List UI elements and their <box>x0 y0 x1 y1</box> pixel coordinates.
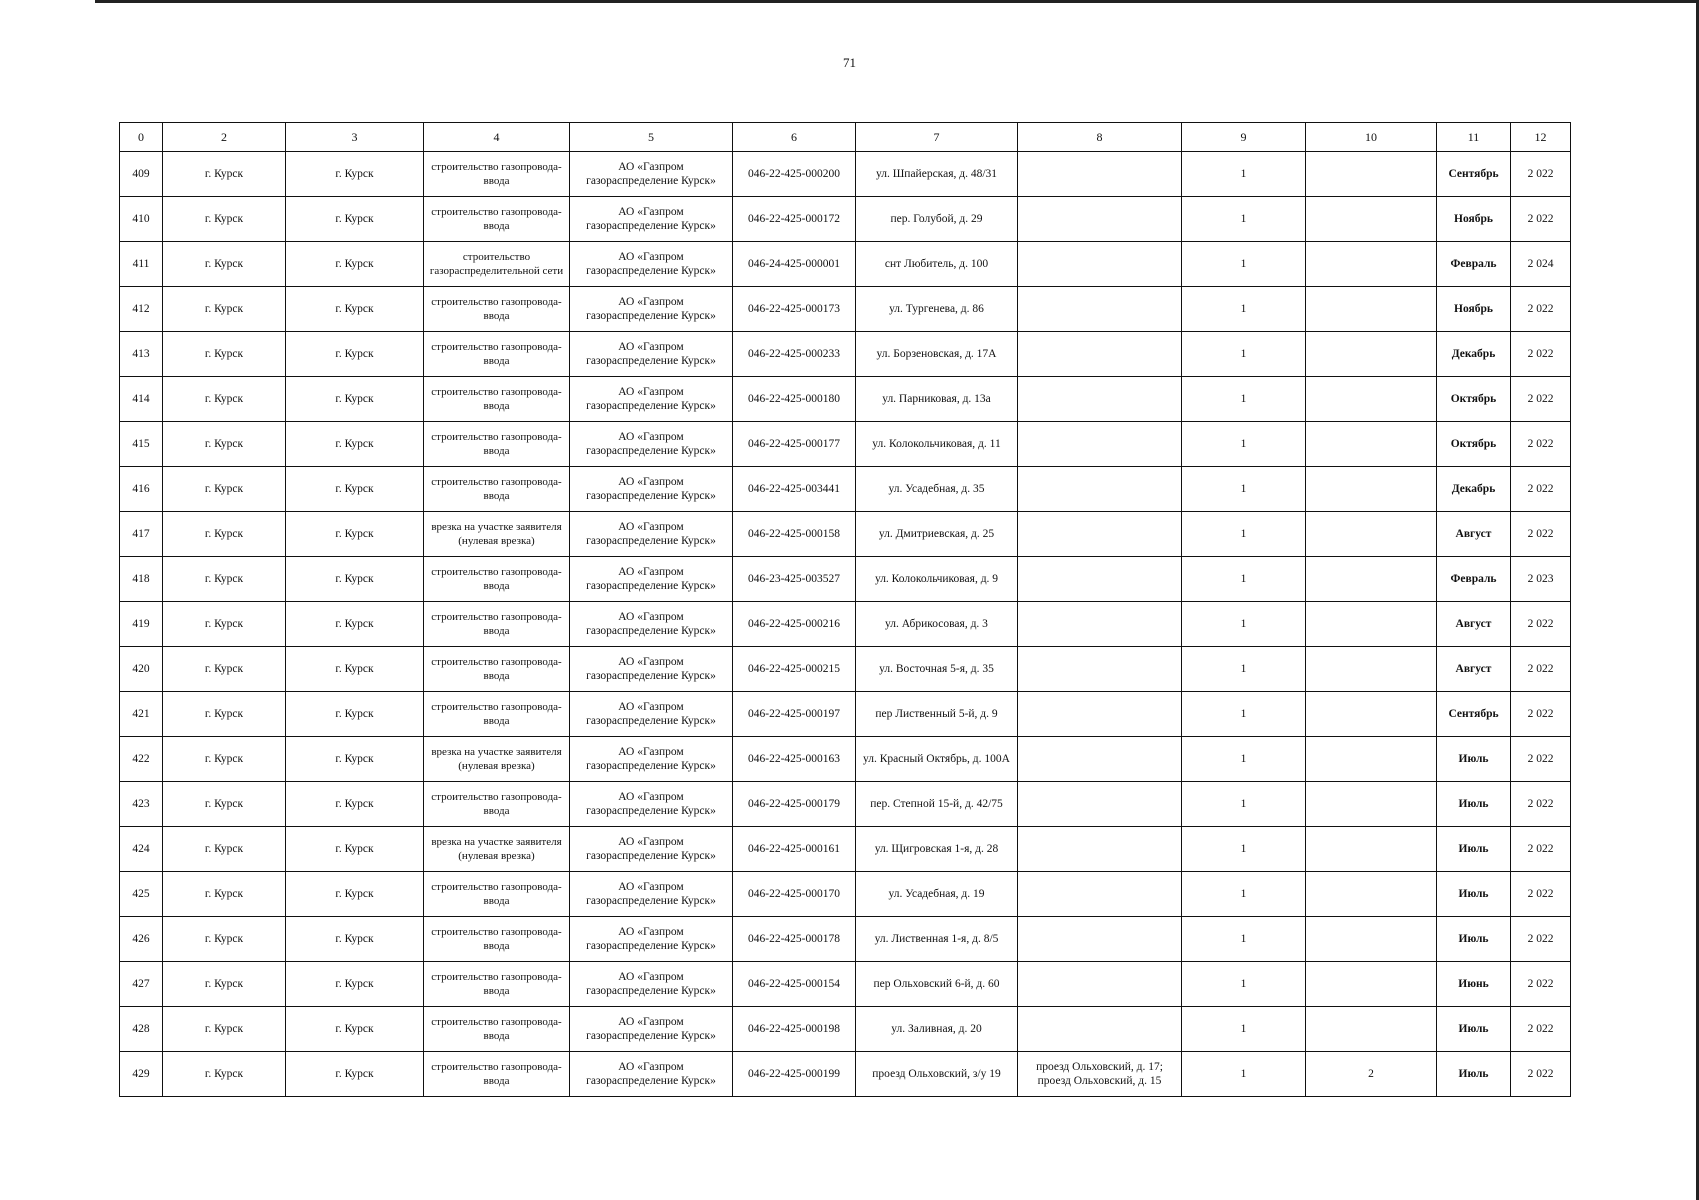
cell-additional-address <box>1018 467 1182 512</box>
cell-work-type: строительство газораспределительной сети <box>424 242 570 287</box>
cell-settlement: г. Курск <box>286 1007 424 1052</box>
cell-additional-address <box>1018 557 1182 602</box>
cell-work-type: строительство газопровода-ввода <box>424 422 570 467</box>
cell-registry-id: 046-22-425-003441 <box>733 467 856 512</box>
cell-additional-address: проезд Ольховский, д. 17; проезд Ольховский, д. 15 <box>1018 1052 1182 1097</box>
cell-additional-address <box>1018 737 1182 782</box>
cell-extra-count <box>1306 782 1437 827</box>
cell-organization: АО «Газпром газораспределение Курск» <box>570 287 733 332</box>
top-border-line <box>95 0 1699 3</box>
cell-additional-address <box>1018 872 1182 917</box>
cell-organization: АО «Газпром газораспределение Курск» <box>570 197 733 242</box>
cell-additional-address <box>1018 692 1182 737</box>
cell-count: 1 <box>1182 197 1306 242</box>
cell-organization: АО «Газпром газораспределение Курск» <box>570 1052 733 1097</box>
cell-row-number: 423 <box>120 782 163 827</box>
cell-municipality: г. Курск <box>163 557 286 602</box>
cell-row-number: 425 <box>120 872 163 917</box>
table-row <box>120 467 1571 512</box>
cell-count: 1 <box>1182 782 1306 827</box>
cell-address: ул. Усадебная, д. 19 <box>856 872 1018 917</box>
cell-count: 1 <box>1182 737 1306 782</box>
cell-count: 1 <box>1182 602 1306 647</box>
cell-count: 1 <box>1182 1007 1306 1052</box>
cell-additional-address <box>1018 782 1182 827</box>
cell-additional-address <box>1018 1007 1182 1052</box>
cell-address: ул. Дмитриевская, д. 25 <box>856 512 1018 557</box>
cell-month: Ноябрь <box>1437 197 1511 242</box>
cell-year: 2 022 <box>1511 782 1571 827</box>
column-header-4: 4 <box>424 123 570 152</box>
cell-municipality: г. Курск <box>163 197 286 242</box>
cell-additional-address <box>1018 602 1182 647</box>
cell-settlement: г. Курск <box>286 467 424 512</box>
cell-registry-id: 046-22-425-000215 <box>733 647 856 692</box>
cell-address: ул. Колокольчиковая, д. 11 <box>856 422 1018 467</box>
cell-address: ул. Восточная 5-я, д. 35 <box>856 647 1018 692</box>
column-header-9: 9 <box>1182 123 1306 152</box>
cell-work-type: строительство газопровода-ввода <box>424 557 570 602</box>
cell-count: 1 <box>1182 1052 1306 1097</box>
cell-additional-address <box>1018 647 1182 692</box>
cell-month: Февраль <box>1437 242 1511 287</box>
cell-address: ул. Шпайерская, д. 48/31 <box>856 152 1018 197</box>
cell-year: 2 022 <box>1511 332 1571 377</box>
cell-settlement: г. Курск <box>286 692 424 737</box>
cell-work-type: строительство газопровода-ввода <box>424 1007 570 1052</box>
table-row <box>120 1052 1571 1097</box>
cell-work-type: строительство газопровода-ввода <box>424 287 570 332</box>
cell-municipality: г. Курск <box>163 512 286 557</box>
column-header-0: 0 <box>120 123 163 152</box>
cell-municipality: г. Курск <box>163 692 286 737</box>
cell-row-number: 414 <box>120 377 163 422</box>
cell-extra-count <box>1306 287 1437 332</box>
cell-year: 2 022 <box>1511 872 1571 917</box>
cell-year: 2 022 <box>1511 377 1571 422</box>
cell-year: 2 022 <box>1511 647 1571 692</box>
cell-address: пер. Голубой, д. 29 <box>856 197 1018 242</box>
cell-month: Сентябрь <box>1437 152 1511 197</box>
cell-month: Декабрь <box>1437 332 1511 377</box>
cell-work-type: строительство газопровода-ввода <box>424 917 570 962</box>
cell-year: 2 022 <box>1511 467 1571 512</box>
cell-settlement: г. Курск <box>286 377 424 422</box>
cell-extra-count <box>1306 422 1437 467</box>
cell-municipality: г. Курск <box>163 242 286 287</box>
table-row <box>120 872 1571 917</box>
cell-year: 2 022 <box>1511 1007 1571 1052</box>
cell-work-type: строительство газопровода-ввода <box>424 152 570 197</box>
column-header-2: 2 <box>163 123 286 152</box>
cell-organization: АО «Газпром газораспределение Курск» <box>570 602 733 647</box>
cell-month: Август <box>1437 647 1511 692</box>
cell-settlement: г. Курск <box>286 917 424 962</box>
cell-registry-id: 046-22-425-000173 <box>733 287 856 332</box>
cell-organization: АО «Газпром газораспределение Курск» <box>570 467 733 512</box>
cell-month: Июль <box>1437 872 1511 917</box>
cell-registry-id: 046-22-425-000178 <box>733 917 856 962</box>
cell-address: ул. Лиственная 1-я, д. 8/5 <box>856 917 1018 962</box>
cell-address: ул. Усадебная, д. 35 <box>856 467 1018 512</box>
cell-municipality: г. Курск <box>163 827 286 872</box>
table-row <box>120 1007 1571 1052</box>
cell-extra-count <box>1306 242 1437 287</box>
cell-address: ул. Парниковая, д. 13а <box>856 377 1018 422</box>
table-row <box>120 557 1571 602</box>
cell-work-type: строительство газопровода-ввода <box>424 332 570 377</box>
cell-registry-id: 046-22-425-000177 <box>733 422 856 467</box>
cell-municipality: г. Курск <box>163 782 286 827</box>
table-row <box>120 152 1571 197</box>
table-row <box>120 782 1571 827</box>
cell-extra-count <box>1306 467 1437 512</box>
cell-organization: АО «Газпром газораспределение Курск» <box>570 377 733 422</box>
cell-work-type: строительство газопровода-ввода <box>424 962 570 1007</box>
cell-additional-address <box>1018 827 1182 872</box>
cell-row-number: 411 <box>120 242 163 287</box>
cell-work-type: врезка на участке заявителя (нулевая врезка) <box>424 737 570 782</box>
cell-organization: АО «Газпром газораспределение Курск» <box>570 422 733 467</box>
cell-registry-id: 046-22-425-000163 <box>733 737 856 782</box>
cell-registry-id: 046-22-425-000158 <box>733 512 856 557</box>
cell-organization: АО «Газпром газораспределение Курск» <box>570 917 733 962</box>
cell-year: 2 022 <box>1511 152 1571 197</box>
cell-count: 1 <box>1182 422 1306 467</box>
cell-year: 2 022 <box>1511 827 1571 872</box>
column-header-8: 8 <box>1018 123 1182 152</box>
cell-organization: АО «Газпром газораспределение Курск» <box>570 782 733 827</box>
cell-extra-count <box>1306 737 1437 782</box>
cell-row-number: 418 <box>120 557 163 602</box>
cell-address: ул. Заливная, д. 20 <box>856 1007 1018 1052</box>
cell-row-number: 412 <box>120 287 163 332</box>
cell-work-type: строительство газопровода-ввода <box>424 692 570 737</box>
cell-row-number: 417 <box>120 512 163 557</box>
cell-organization: АО «Газпром газораспределение Курск» <box>570 557 733 602</box>
cell-additional-address <box>1018 287 1182 332</box>
cell-registry-id: 046-22-425-000154 <box>733 962 856 1007</box>
cell-settlement: г. Курск <box>286 827 424 872</box>
cell-row-number: 427 <box>120 962 163 1007</box>
cell-month: Август <box>1437 602 1511 647</box>
cell-extra-count <box>1306 917 1437 962</box>
table-row <box>120 917 1571 962</box>
cell-row-number: 419 <box>120 602 163 647</box>
cell-count: 1 <box>1182 242 1306 287</box>
cell-count: 1 <box>1182 962 1306 1007</box>
cell-work-type: строительство газопровода-ввода <box>424 1052 570 1097</box>
cell-month: Июль <box>1437 1007 1511 1052</box>
cell-extra-count <box>1306 647 1437 692</box>
page-number: 71 <box>843 55 856 70</box>
cell-additional-address <box>1018 422 1182 467</box>
cell-settlement: г. Курск <box>286 872 424 917</box>
cell-row-number: 429 <box>120 1052 163 1097</box>
table-row <box>120 692 1571 737</box>
cell-row-number: 421 <box>120 692 163 737</box>
cell-registry-id: 046-22-425-000233 <box>733 332 856 377</box>
cell-extra-count <box>1306 602 1437 647</box>
cell-month: Октябрь <box>1437 377 1511 422</box>
cell-organization: АО «Газпром газораспределение Курск» <box>570 692 733 737</box>
cell-count: 1 <box>1182 647 1306 692</box>
cell-count: 1 <box>1182 467 1306 512</box>
cell-address: пер Лиственный 5-й, д. 9 <box>856 692 1018 737</box>
table-row <box>120 602 1571 647</box>
table-row <box>120 512 1571 557</box>
cell-registry-id: 046-23-425-003527 <box>733 557 856 602</box>
cell-municipality: г. Курск <box>163 872 286 917</box>
table-row <box>120 647 1571 692</box>
cell-organization: АО «Газпром газораспределение Курск» <box>570 827 733 872</box>
table-row <box>120 827 1571 872</box>
cell-month: Октябрь <box>1437 422 1511 467</box>
column-header-11: 11 <box>1437 123 1511 152</box>
cell-month: Декабрь <box>1437 467 1511 512</box>
cell-organization: АО «Газпром газораспределение Курск» <box>570 962 733 1007</box>
cell-month: Июль <box>1437 782 1511 827</box>
cell-work-type: строительство газопровода-ввода <box>424 872 570 917</box>
table-row <box>120 332 1571 377</box>
cell-row-number: 422 <box>120 737 163 782</box>
cell-work-type: строительство газопровода-ввода <box>424 647 570 692</box>
cell-row-number: 420 <box>120 647 163 692</box>
cell-month: Июль <box>1437 827 1511 872</box>
cell-organization: АО «Газпром газораспределение Курск» <box>570 647 733 692</box>
cell-row-number: 416 <box>120 467 163 512</box>
cell-additional-address <box>1018 377 1182 422</box>
cell-additional-address <box>1018 197 1182 242</box>
cell-settlement: г. Курск <box>286 962 424 1007</box>
cell-municipality: г. Курск <box>163 962 286 1007</box>
cell-registry-id: 046-24-425-000001 <box>733 242 856 287</box>
cell-year: 2 022 <box>1511 422 1571 467</box>
cell-year: 2 022 <box>1511 512 1571 557</box>
cell-registry-id: 046-22-425-000216 <box>733 602 856 647</box>
cell-work-type: врезка на участке заявителя (нулевая врезка) <box>424 827 570 872</box>
cell-extra-count <box>1306 1007 1437 1052</box>
cell-municipality: г. Курск <box>163 152 286 197</box>
cell-municipality: г. Курск <box>163 377 286 422</box>
table-body <box>120 152 1571 1097</box>
cell-work-type: строительство газопровода-ввода <box>424 467 570 512</box>
cell-row-number: 424 <box>120 827 163 872</box>
cell-extra-count <box>1306 692 1437 737</box>
cell-settlement: г. Курск <box>286 512 424 557</box>
cell-month: Июль <box>1437 1052 1511 1097</box>
cell-registry-id: 046-22-425-000199 <box>733 1052 856 1097</box>
cell-work-type: строительство газопровода-ввода <box>424 782 570 827</box>
cell-extra-count <box>1306 197 1437 242</box>
table-row <box>120 377 1571 422</box>
cell-additional-address <box>1018 917 1182 962</box>
cell-extra-count <box>1306 827 1437 872</box>
cell-registry-id: 046-22-425-000172 <box>733 197 856 242</box>
cell-year: 2 024 <box>1511 242 1571 287</box>
cell-count: 1 <box>1182 557 1306 602</box>
cell-address: пер. Степной 15-й, д. 42/75 <box>856 782 1018 827</box>
cell-extra-count: 2 <box>1306 1052 1437 1097</box>
cell-extra-count <box>1306 332 1437 377</box>
cell-settlement: г. Курск <box>286 242 424 287</box>
column-header-7: 7 <box>856 123 1018 152</box>
cell-count: 1 <box>1182 917 1306 962</box>
cell-additional-address <box>1018 962 1182 1007</box>
cell-year: 2 022 <box>1511 692 1571 737</box>
cell-municipality: г. Курск <box>163 422 286 467</box>
cell-work-type: строительство газопровода-ввода <box>424 197 570 242</box>
registry-table <box>119 122 1571 1097</box>
cell-count: 1 <box>1182 332 1306 377</box>
table-row <box>120 242 1571 287</box>
cell-address: пер Ольховский 6-й, д. 60 <box>856 962 1018 1007</box>
cell-organization: АО «Газпром газораспределение Курск» <box>570 737 733 782</box>
cell-address: ул. Тургенева, д. 86 <box>856 287 1018 332</box>
cell-municipality: г. Курск <box>163 1007 286 1052</box>
cell-settlement: г. Курск <box>286 602 424 647</box>
cell-address: ул. Колокольчиковая, д. 9 <box>856 557 1018 602</box>
cell-address: ул. Красный Октябрь, д. 100А <box>856 737 1018 782</box>
cell-organization: АО «Газпром газораспределение Курск» <box>570 872 733 917</box>
cell-extra-count <box>1306 512 1437 557</box>
cell-count: 1 <box>1182 377 1306 422</box>
cell-settlement: г. Курск <box>286 647 424 692</box>
cell-settlement: г. Курск <box>286 737 424 782</box>
cell-month: Сентябрь <box>1437 692 1511 737</box>
cell-month: Июнь <box>1437 962 1511 1007</box>
cell-address: ул. Абрикосовая, д. 3 <box>856 602 1018 647</box>
cell-extra-count <box>1306 962 1437 1007</box>
cell-row-number: 426 <box>120 917 163 962</box>
cell-year: 2 023 <box>1511 557 1571 602</box>
cell-year: 2 022 <box>1511 737 1571 782</box>
cell-month: Июль <box>1437 917 1511 962</box>
cell-registry-id: 046-22-425-000200 <box>733 152 856 197</box>
cell-municipality: г. Курск <box>163 602 286 647</box>
cell-organization: АО «Газпром газораспределение Курск» <box>570 512 733 557</box>
header-row <box>120 123 1571 152</box>
cell-row-number: 409 <box>120 152 163 197</box>
cell-year: 2 022 <box>1511 287 1571 332</box>
cell-registry-id: 046-22-425-000161 <box>733 827 856 872</box>
cell-settlement: г. Курск <box>286 1052 424 1097</box>
table-row <box>120 287 1571 332</box>
cell-registry-id: 046-22-425-000197 <box>733 692 856 737</box>
cell-address: ул. Борзеновская, д. 17А <box>856 332 1018 377</box>
column-header-12: 12 <box>1511 123 1571 152</box>
column-header-6: 6 <box>733 123 856 152</box>
cell-additional-address <box>1018 332 1182 377</box>
cell-municipality: г. Курск <box>163 332 286 377</box>
cell-count: 1 <box>1182 152 1306 197</box>
cell-municipality: г. Курск <box>163 917 286 962</box>
cell-extra-count <box>1306 377 1437 422</box>
cell-settlement: г. Курск <box>286 287 424 332</box>
table-row <box>120 737 1571 782</box>
cell-row-number: 415 <box>120 422 163 467</box>
cell-work-type: строительство газопровода-ввода <box>424 377 570 422</box>
cell-municipality: г. Курск <box>163 647 286 692</box>
cell-row-number: 410 <box>120 197 163 242</box>
cell-count: 1 <box>1182 692 1306 737</box>
cell-registry-id: 046-22-425-000179 <box>733 782 856 827</box>
cell-settlement: г. Курск <box>286 332 424 377</box>
cell-settlement: г. Курск <box>286 422 424 467</box>
cell-year: 2 022 <box>1511 197 1571 242</box>
cell-count: 1 <box>1182 827 1306 872</box>
cell-address: ул. Щигровская 1-я, д. 28 <box>856 827 1018 872</box>
cell-month: Февраль <box>1437 557 1511 602</box>
cell-extra-count <box>1306 872 1437 917</box>
table-row <box>120 422 1571 467</box>
cell-municipality: г. Курск <box>163 1052 286 1097</box>
cell-extra-count <box>1306 152 1437 197</box>
cell-settlement: г. Курск <box>286 557 424 602</box>
cell-additional-address <box>1018 152 1182 197</box>
cell-municipality: г. Курск <box>163 737 286 782</box>
cell-additional-address <box>1018 512 1182 557</box>
cell-settlement: г. Курск <box>286 782 424 827</box>
cell-extra-count <box>1306 557 1437 602</box>
cell-month: Июль <box>1437 737 1511 782</box>
cell-year: 2 022 <box>1511 1052 1571 1097</box>
cell-registry-id: 046-22-425-000198 <box>733 1007 856 1052</box>
cell-year: 2 022 <box>1511 602 1571 647</box>
cell-settlement: г. Курск <box>286 197 424 242</box>
cell-municipality: г. Курск <box>163 467 286 512</box>
cell-month: Август <box>1437 512 1511 557</box>
cell-count: 1 <box>1182 872 1306 917</box>
cell-address: снт Любитель, д. 100 <box>856 242 1018 287</box>
cell-additional-address <box>1018 242 1182 287</box>
cell-year: 2 022 <box>1511 962 1571 1007</box>
column-header-3: 3 <box>286 123 424 152</box>
cell-row-number: 428 <box>120 1007 163 1052</box>
cell-settlement: г. Курск <box>286 152 424 197</box>
cell-work-type: строительство газопровода-ввода <box>424 602 570 647</box>
table-row <box>120 197 1571 242</box>
cell-count: 1 <box>1182 287 1306 332</box>
cell-row-number: 413 <box>120 332 163 377</box>
cell-month: Ноябрь <box>1437 287 1511 332</box>
cell-organization: АО «Газпром газораспределение Курск» <box>570 152 733 197</box>
cell-count: 1 <box>1182 512 1306 557</box>
cell-year: 2 022 <box>1511 917 1571 962</box>
cell-organization: АО «Газпром газораспределение Курск» <box>570 1007 733 1052</box>
table-row <box>120 962 1571 1007</box>
column-header-5: 5 <box>570 123 733 152</box>
cell-municipality: г. Курск <box>163 287 286 332</box>
column-header-10: 10 <box>1306 123 1437 152</box>
cell-registry-id: 046-22-425-000170 <box>733 872 856 917</box>
cell-organization: АО «Газпром газораспределение Курск» <box>570 332 733 377</box>
cell-address: проезд Ольховский, з/у 19 <box>856 1052 1018 1097</box>
cell-work-type: врезка на участке заявителя (нулевая врезка) <box>424 512 570 557</box>
cell-registry-id: 046-22-425-000180 <box>733 377 856 422</box>
cell-organization: АО «Газпром газораспределение Курск» <box>570 242 733 287</box>
